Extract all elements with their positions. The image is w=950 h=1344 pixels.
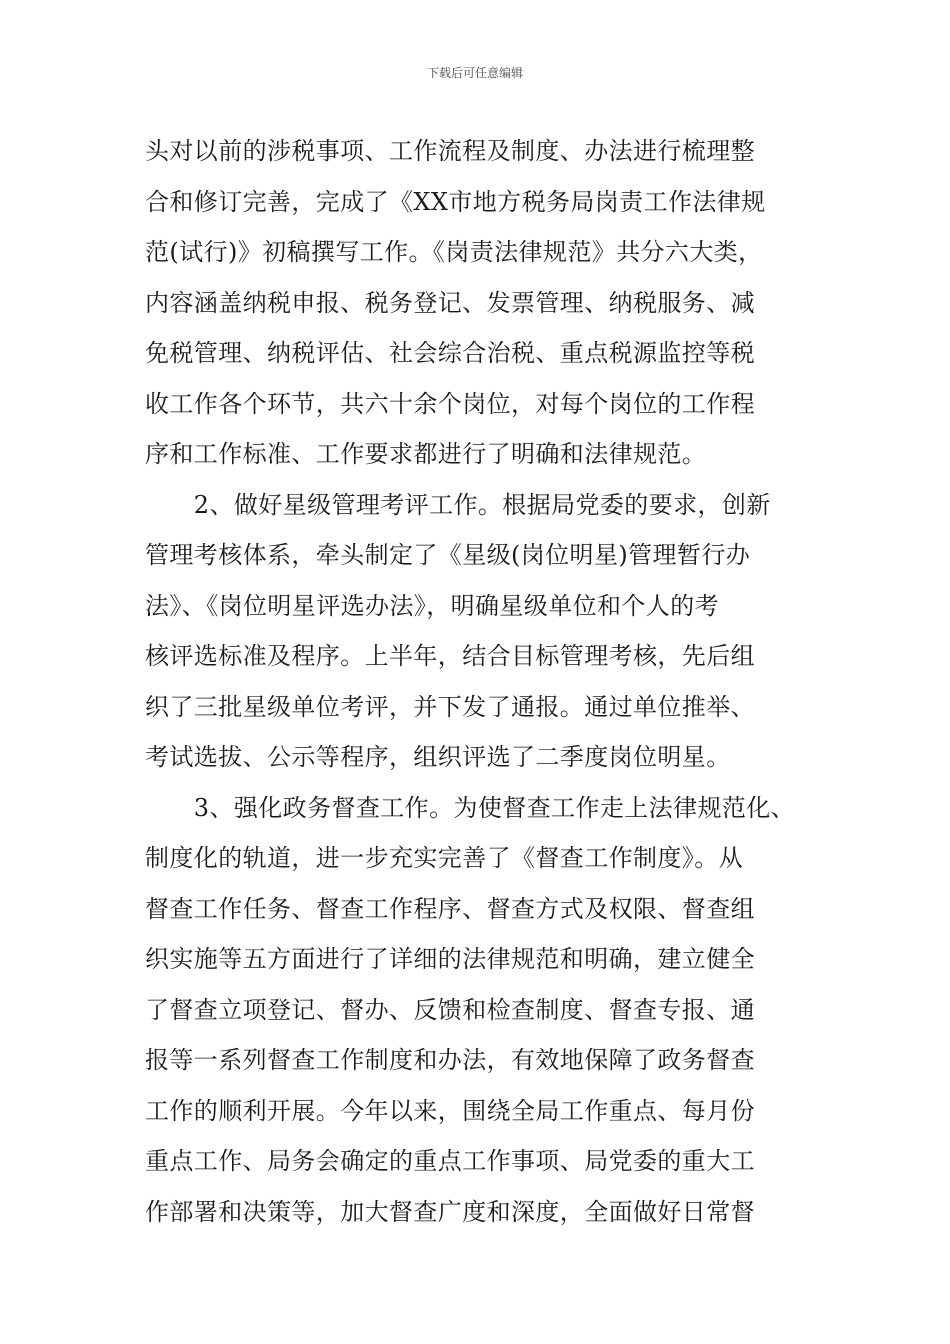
text-line: 法》、《岗位明星评选办法》，明确星级单位和个人的考 — [145, 591, 719, 620]
text-line: 合和修订完善，完成了《XX市地方税务局岗责工作法律规 — [145, 187, 766, 216]
text-line: 作部署和决策等，加大督查广度和深度，全面做好日常督 — [145, 1197, 755, 1226]
body-text — [145, 126, 817, 1237]
text-line: 管理考核体系，牵头制定了《星级(岗位明星)管理暂行办 — [145, 541, 751, 569]
text-line: 督查工作任务、督查工作程序、督查方式及权限、督查组 — [145, 894, 755, 923]
text-line: 内容涵盖纳税申报、税务登记、发票管理、纳税服务、减 — [145, 288, 755, 317]
text-line: 织实施等五方面进行了详细的法律规范和明确，建立健全 — [145, 945, 755, 973]
text-line: 序和工作标准、工作要求都进行了明确和法律规范。 — [145, 440, 707, 468]
text-line: 考试选拔、公示等程序，组织评选了二季度岗位明星。 — [145, 743, 731, 771]
text-line: 范(试行)》初稿撰写工作。《岗责法律规范》共分六大类， — [145, 238, 763, 266]
text-line: 织了三批星级单位考评，并下发了通报。通过单位推举、 — [145, 692, 755, 721]
text-line: 2、做好星级管理考评工作。根据局党委的要求，创新 — [145, 490, 771, 519]
text-line: 报等一系列督查工作制度和办法，有效地保障了政务督查 — [145, 1046, 755, 1074]
text-line: 头对以前的涉税事项、工作流程及制度、办法进行梳理整 — [145, 137, 755, 165]
text-line: 制度化的轨道，进一步充实完善了《督查工作制度》。从 — [145, 844, 743, 872]
text-line: 重点工作、局务会确定的重点工作事项、局党委的重大工 — [145, 1147, 755, 1175]
text-line: 3、强化政务督查工作。为使督查工作走上法律规范化、 — [145, 793, 796, 822]
page-header: 下载后可任意编辑 — [426, 66, 523, 80]
text-line: 免税管理、纳税评估、社会综合治税、重点税源监控等税 — [145, 339, 755, 367]
text-line: 收工作各个环节，共六十余个岗位，对每个岗位的工作程 — [145, 389, 755, 418]
text-line: 核评选标准及程序。上半年，结合目标管理考核，先后组 — [145, 642, 755, 670]
text-line: 了督查立项登记、督办、反馈和检查制度、督查专报、通 — [145, 995, 755, 1024]
text-line: 工作的顺利开展。今年以来，围绕全局工作重点、每月份 — [145, 1096, 755, 1125]
